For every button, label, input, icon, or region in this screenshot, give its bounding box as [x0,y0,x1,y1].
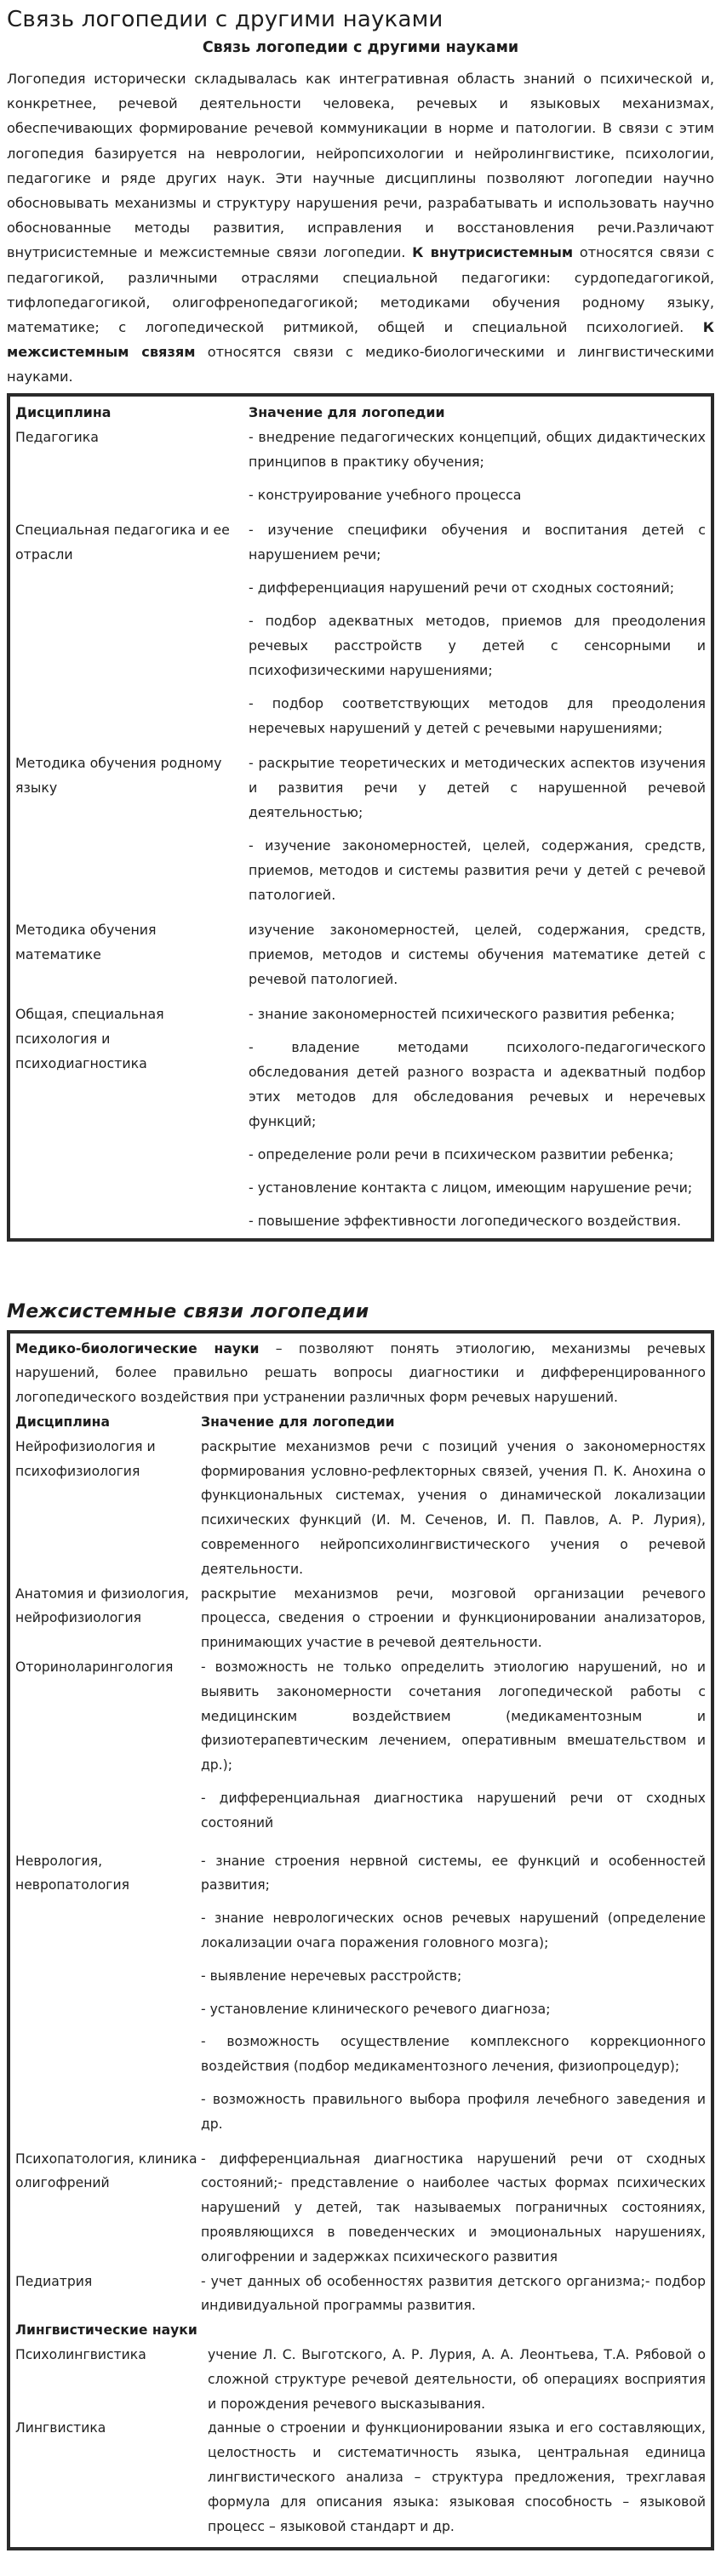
meaning-item: - знание строения нервной системы, ее функций и особенностей развития; [201,1853,706,1893]
header-discipline: Дисциплина [15,1414,110,1431]
header-discipline: Дисциплина [15,403,112,420]
discipline-cell: Психолингвистика [15,2346,146,2362]
table-row [15,1435,706,1582]
meaning-item: - определение роли речи в психическом развитии ребенка; [249,1145,674,1162]
meaning-cell [201,1836,706,2137]
table-row [15,2416,706,2539]
meaning-item: - знание закономерностей психического развития ребенка; [249,1005,675,1022]
meaning-cell [201,1582,706,1655]
table-row [15,1836,706,2137]
table-row [15,2343,706,2416]
meaning-cell [249,991,706,1233]
medbio-lead-bold: Медико-биологические науки [15,1340,260,1357]
meaning-item: - установление контакта с лицом, имеющим нарушение речи; [249,1179,693,1196]
meaning-item: - подбор соответствующих методов для преодоления неречевых нарушений у детей с речевыми нарушениями; [249,694,706,736]
table-row [15,991,706,1233]
discipline-cell: Методика обучения математике [15,921,157,962]
header-meaning: Значение для логопедии [249,403,445,420]
intrasystem-table [15,400,706,1233]
discipline-cell: Педагогика [15,428,99,445]
table-row [15,425,706,507]
medbio-lead [15,1337,706,1410]
document-title: Связь логопедии с другими науками [7,7,443,32]
meaning-item: - учет данных об особенностях развития детского организма;- подбор индивидуальной программы развития. [201,2273,706,2314]
intersystem-table-box [7,1330,714,2551]
meaning-item: - знание неврологических основ речевых нарушений (определение локализации очага поражения головного мозга); [201,1911,706,1951]
discipline-cell: Методика обучения родному языку [15,754,222,796]
table-row [15,740,706,907]
discipline-cell: Лингвистика [15,2420,106,2436]
meaning-item: - установление клинического речевого диагноза; [201,2001,551,2017]
discipline-cell: Педиатрия [15,2273,93,2289]
intersystem-table-body [15,1435,706,2318]
meaning-cell [201,1655,706,1836]
meaning-item: - возможность не только определить этиологию нарушений, но и выявить закономерности сочетания логопедической работы с медицинским воздействием (медикаментозным и физиотерапевтическим лечением, оперативным вмешательством и др.); [201,1659,706,1773]
discipline-cell: Анатомия и физиология, нейрофизиология [15,1585,189,1626]
intro-bold-1: К внутрисистемным [412,244,574,261]
meaning-item: - изучение специфики обучения и воспитания детей с нарушением речи; [249,521,706,563]
intro-text-2: относятся связи с педагогикой, различными отраслями специальной педагогики: сурдопедагогикой, тифлопедагогикой, олигофренопедагогикой; методиками обучения родному языку, математике; с логопедической ритмикой, общей и специальной психологией. [7,244,714,336]
discipline-cell: Неврология, невропатология [15,1853,130,1893]
table-header-row [15,1410,706,1435]
meaning-cell [201,1435,706,1582]
discipline-cell: Нейрофизиология и психофизиология [15,1438,156,1479]
meaning-item: - конструирование учебного процесса [249,486,522,503]
meaning-item: - подбор адекватных методов, приемов для преодоления речевых расстройств у детей с сенсорными и психофизическими нарушениями; [249,612,706,678]
table-row [15,1582,706,1655]
intro-text-1: Логопедия исторически складывалась как интегративная область знаний о психической и, конкретнее, речевой деятельности человека, речевых и языковых механизмах, обеспечивающих формирование речевой коммуникации в норме и патологии. В связи с этим логопедия базируется на неврологии, нейропсихологии и нейролингвистике, психологии, педагогике и ряде других наук. Эти научные дисциплины позволяют логопедии научно обосновывать механизмы и структуру нарушения речи, разрабатывать и использовать научно обоснованные методы развития, исправления и восстановления речи.Различают внутрисистемные и межсистемные связи логопедии. [7,71,714,261]
intro-paragraph [7,66,714,390]
meaning-item: изучение закономерностей, целей, содержания, средств, приемов, методов и системы обучения математике детей с речевой патологией. [249,921,706,987]
table-row [15,1655,706,1836]
meaning-cell [201,2137,706,2270]
meaning-item: - дифференциальная диагностика нарушений речи от сходных состояний;- представление о наиболее частых формах психических нарушений у детей, так называемых пограничных состояниях, проявляющихся в поведенческих и эмоциональных нарушениях, олигофрении и задержках психического развития [201,2150,706,2265]
header-meaning: Значение для логопедии [201,1414,395,1431]
discipline-cell: Общая, специальная психология и психодиагностика [15,1005,164,1071]
meaning-cell [249,425,706,507]
document-subtitle: Связь логопедии с другими науками [202,39,519,56]
linguistic-heading: Лингвистические науки [15,2322,197,2339]
table-row [15,2137,706,2270]
section-title-intersystem: Межсистемные связи логопедии [7,1300,369,1322]
intrasystem-table-body [15,425,706,1233]
meaning-item: - возможность осуществление комплексного коррекционного воздействия (подбор медикаментозного лечения, физиопроцедур); [201,2034,706,2075]
table-header-row [15,400,706,425]
meaning-item: - дифференциальная диагностика нарушений речи от сходных состояний [201,1790,706,1831]
linguistic-section [15,2318,706,2343]
meaning-item: - внедрение педагогических концепций, общих дидактических принципов в практику обучения; [249,428,706,470]
intrasystem-table-box [7,393,714,1242]
meaning-item: - повышение эффективности логопедического воздействия. [249,1212,682,1229]
intro-bold-2: К межсистемным связям [7,319,714,361]
meaning-item: - выявление неречевых расстройств; [201,1968,462,1984]
table-row [15,507,706,740]
meaning-cell: данные о строении и функционировании языка и его составляющих, целостность и систематичность языка, центральная единица лингвистического анализа – структура предложения, трехглавая формула для описания языка: языковая способность – языковой процесс – языковой стандарт и др. [208,2420,706,2534]
meaning-item: - изучение закономерностей, целей, содержания, средств, приемов, методов и системы развития речи у детей с речевой патологией. [249,837,706,903]
table-row [15,2318,706,2343]
meaning-cell [249,740,706,907]
meaning-cell [201,2270,706,2319]
intersystem-table [15,1410,706,2539]
meaning-item: - возможность правильного выбора профиля лечебного заведения и др. [201,2091,706,2132]
meaning-cell: учение Л. С. Выготского, А. Р. Лурия, А. А. Леонтьева, Т.А. Рябовой о сложной структуре речевой деятельности, об операциях восприятия и порождения речевого высказывания. [208,2346,706,2412]
discipline-cell: Психопатология, клиника олигофрений [15,2150,197,2191]
meaning-item: раскрытие механизмов речи с позиций учения о закономерностях формирования условно-рефлекторных связей, учения П. К. Анохина о функциональных системах, учения о динамической локализации психических функций (И. М. Сеченов, И. П. Павлов, А. Р. Лурия), современного нейропсихолингвистического учения о речевой деятельности. [201,1438,706,1577]
meaning-cell [249,507,706,740]
meaning-item: - раскрытие теоретических и методических аспектов изучения и развития речи у детей с нарушенной речевой деятельностью; [249,754,706,820]
discipline-cell: Специальная педагогика и ее отрасли [15,521,230,563]
meaning-cell [249,907,706,991]
meaning-item: - дифференциация нарушений речи от сходных состояний; [249,579,675,596]
medbio-lead-text: – позволяют понять этиологию, механизмы речевых нарушений, более правильно решать вопросы диагностики и дифференцированного логопедического воздействия при устранении различных форм речевых нарушений. [15,1340,706,1406]
table-row [15,2270,706,2319]
meaning-item: раскрытие механизмов речи, мозговой организации речевого процесса, сведения о строении и функционировании анализаторов, принимающих участие в речевой деятельности. [201,1585,706,1651]
intro-text-3: относятся связи с медико-биологическими и лингвистическими науками. [7,344,714,386]
meaning-item: - владение методами психолого-педагогического обследования детей разного возраста и адекватный подбор этих методов для обследования речевых и неречевых функций; [249,1038,706,1129]
discipline-cell: Оториноларингология [15,1659,174,1675]
linguistic-table-body [15,2343,706,2539]
table-row [15,907,706,991]
